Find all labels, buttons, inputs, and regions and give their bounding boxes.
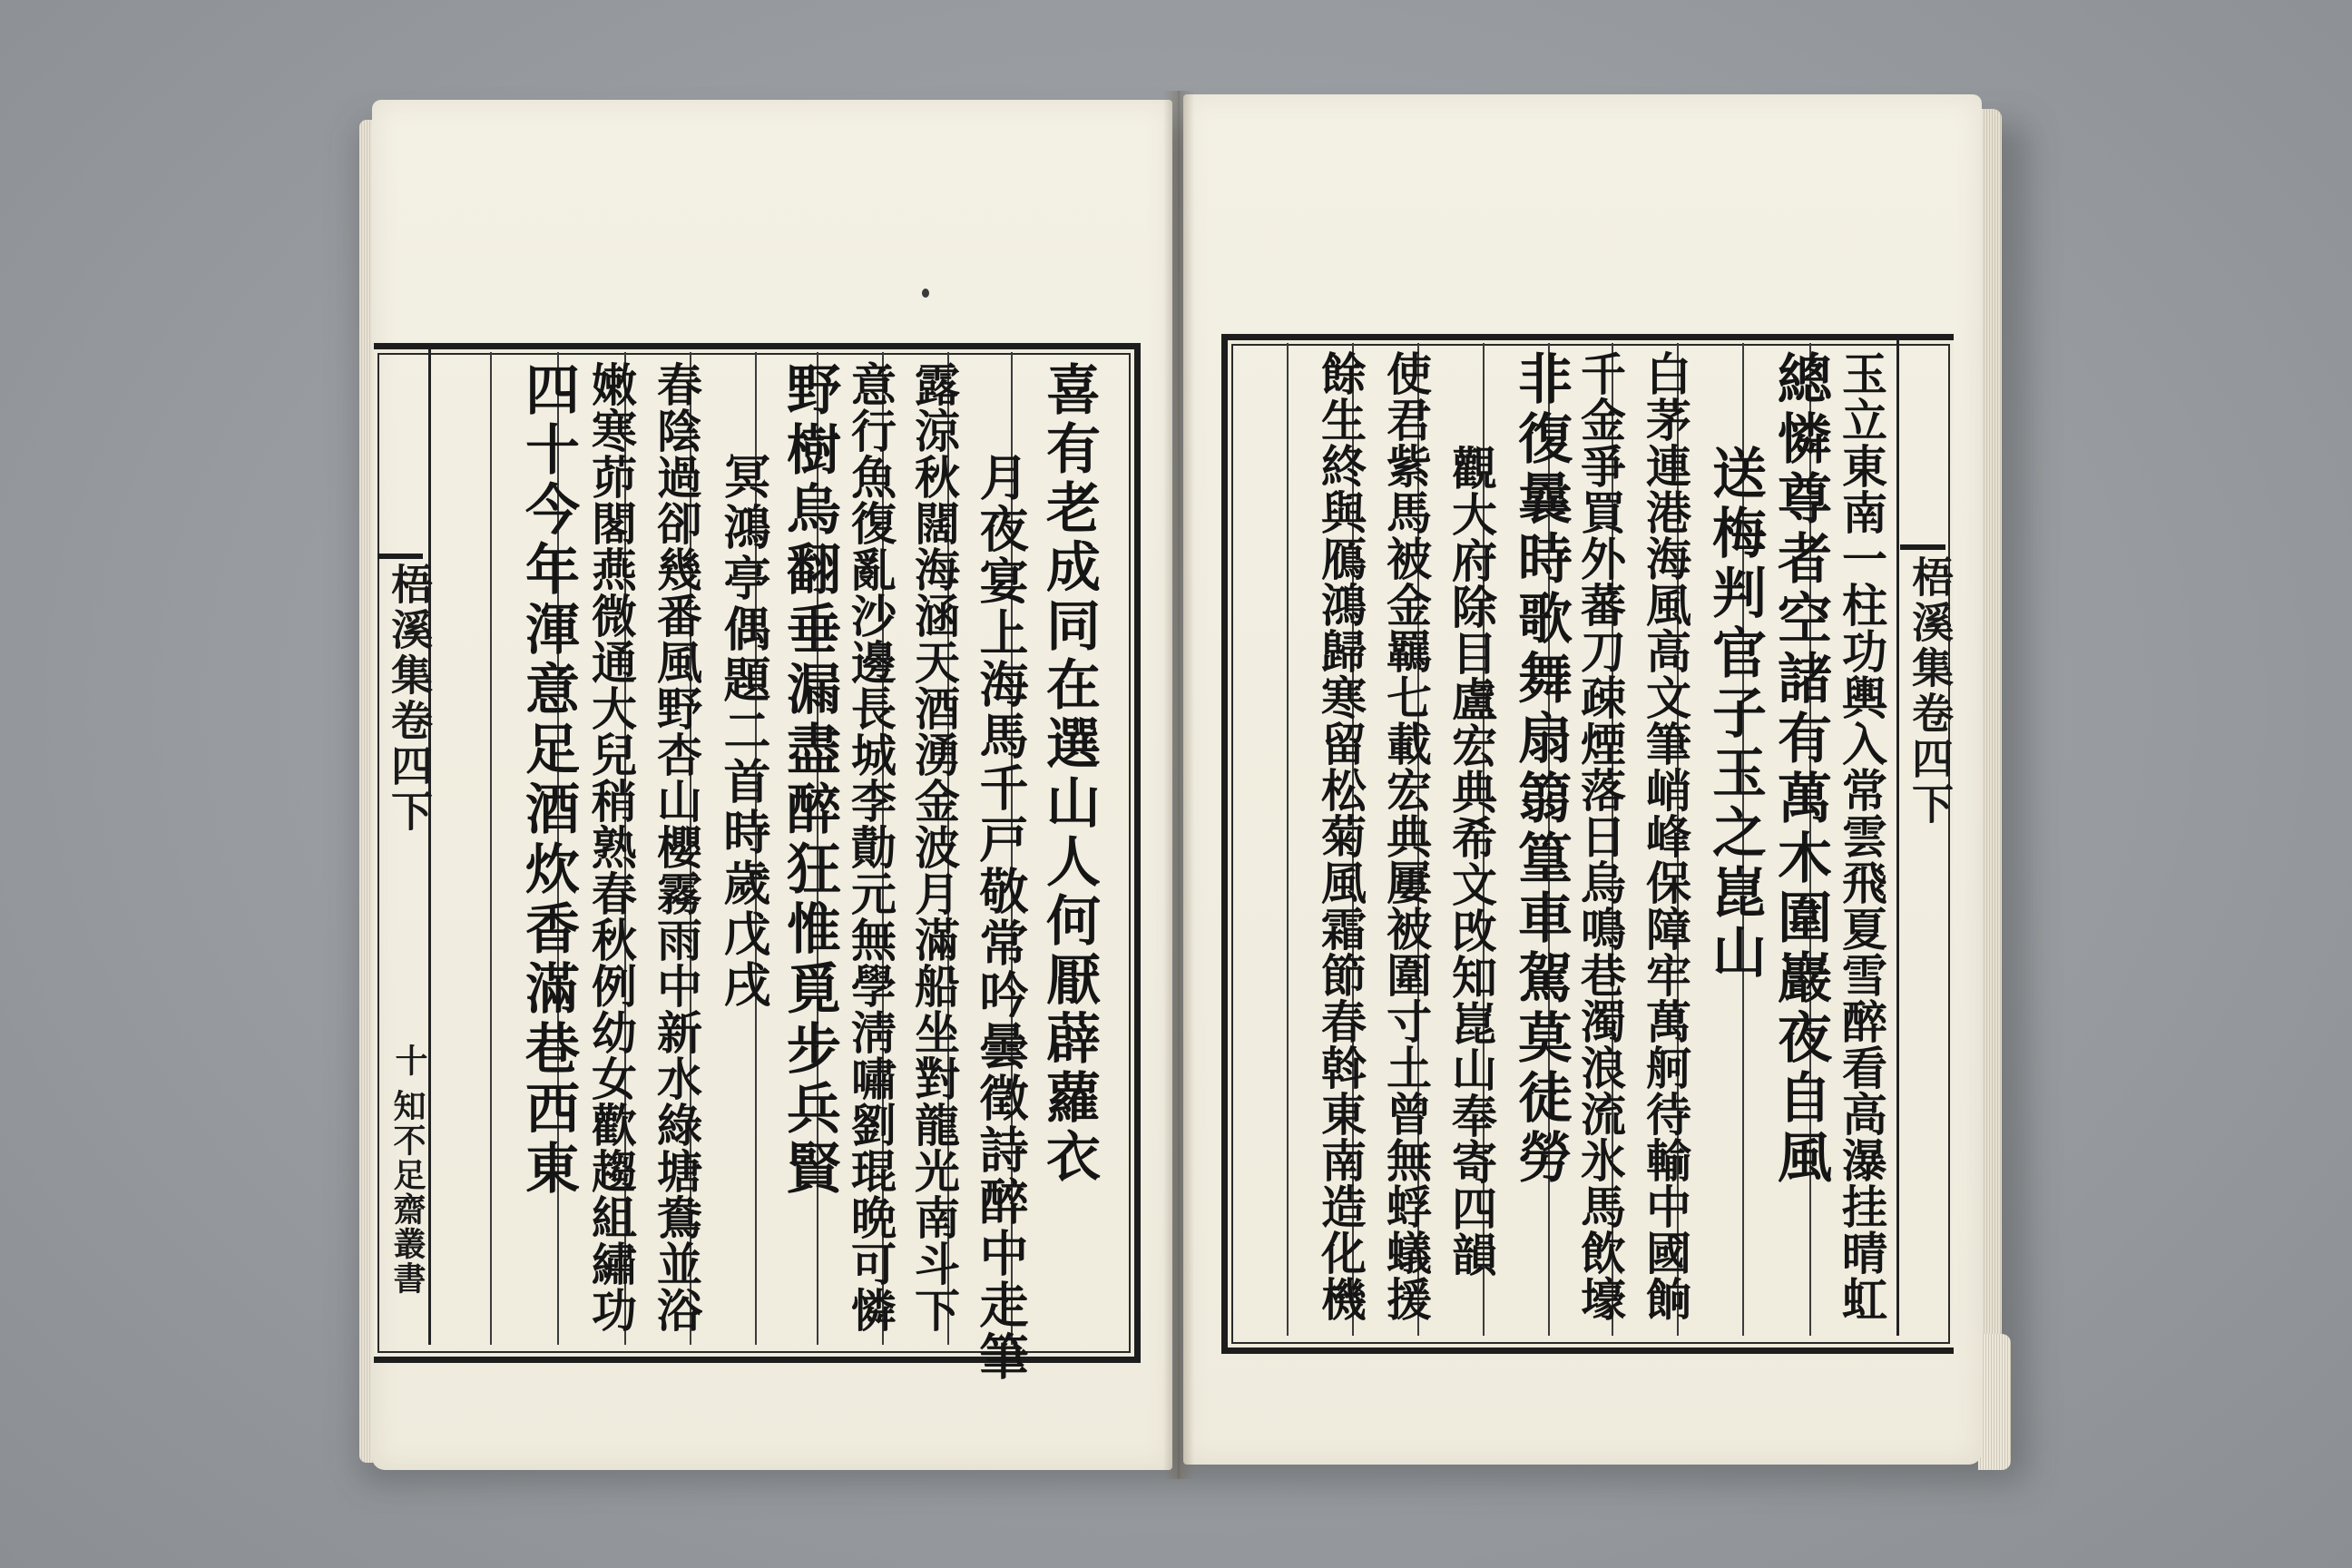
text-column: 月夜宴上海馬千戸敬常吟曇徵詩醉中走筆 [972,452,1030,1383]
left-banxin-publisher: 知不足齋叢書 [388,1089,426,1296]
text-column: 餘生終與鴈鴻歸寒留松菊風霜節春斡東南造化機 [1314,350,1367,1322]
text-column: 總憐尊者空諸有萬木圍巖夜自風 [1769,350,1832,1189]
text-column: 送梅判官子玉之崑山 [1703,445,1767,984]
text-column: 意行魚復亂沙邊長城李勣元無學淸嘯劉琨晩可憐 [844,361,897,1333]
right-banxin-title: 梧溪集卷四下 [1906,555,1955,828]
text-column: 白茅連港海風高文筆峭峰保障牢萬舸待輸中國餉 [1639,350,1692,1322]
right-page-banxin [1896,339,1950,1336]
text-column: 四十今年渾意足酒炊香滿巷西東 [516,361,580,1200]
left-fishtail-mark [377,554,423,559]
book-gutter [1163,91,1194,1479]
text-column: 春陰過卻幾番風野杏山櫻霧雨中新水綠塘鴦並浴 [650,361,703,1333]
left-banxin-title: 梧溪集卷四下 [385,563,434,835]
ink-spot [922,289,929,298]
text-column: 觀大府除目盧宏典希文攺知崑山奉寄四韻 [1445,445,1498,1278]
text-column: 冥鴻亭偶題二首時歲戊戌 [715,452,770,1011]
text-column: 野樹烏翻垂漏盡醉狂惟覓步兵賢 [778,361,841,1200]
column-rule [490,352,492,1345]
text-column: 嫩寒茆閣燕微通大兒稍熟春秋例幼女歡趨組繡功 [584,361,638,1333]
text-column: 非復曩時歌舞扇篛篁車駕莫徒勞 [1509,350,1573,1189]
text-column: 喜有老成同在選山人何厭薜蘿衣 [1037,361,1101,1187]
text-column: 玉立東南一柱功輿入常雲飛夏雪醉看高瀑挂晴虹 [1835,350,1888,1322]
right-page-edges-bottom [1978,1334,2011,1470]
text-column: 露涼秋闊海涵天酒湧金波月滿船坐對龍光南斗下 [907,361,961,1333]
left-banxin-page-number: 十 [390,1044,428,1078]
text-column: 使君紫馬被金羈七載宏典屢被圍寸土曾無蜉蟻援 [1379,350,1433,1322]
text-column: 千金爭買外蕃刀疎煙落日烏鳴巷濁浪流氷馬飲壕 [1573,350,1627,1322]
column-rule [1287,343,1289,1336]
right-fishtail-mark [1900,544,1945,550]
